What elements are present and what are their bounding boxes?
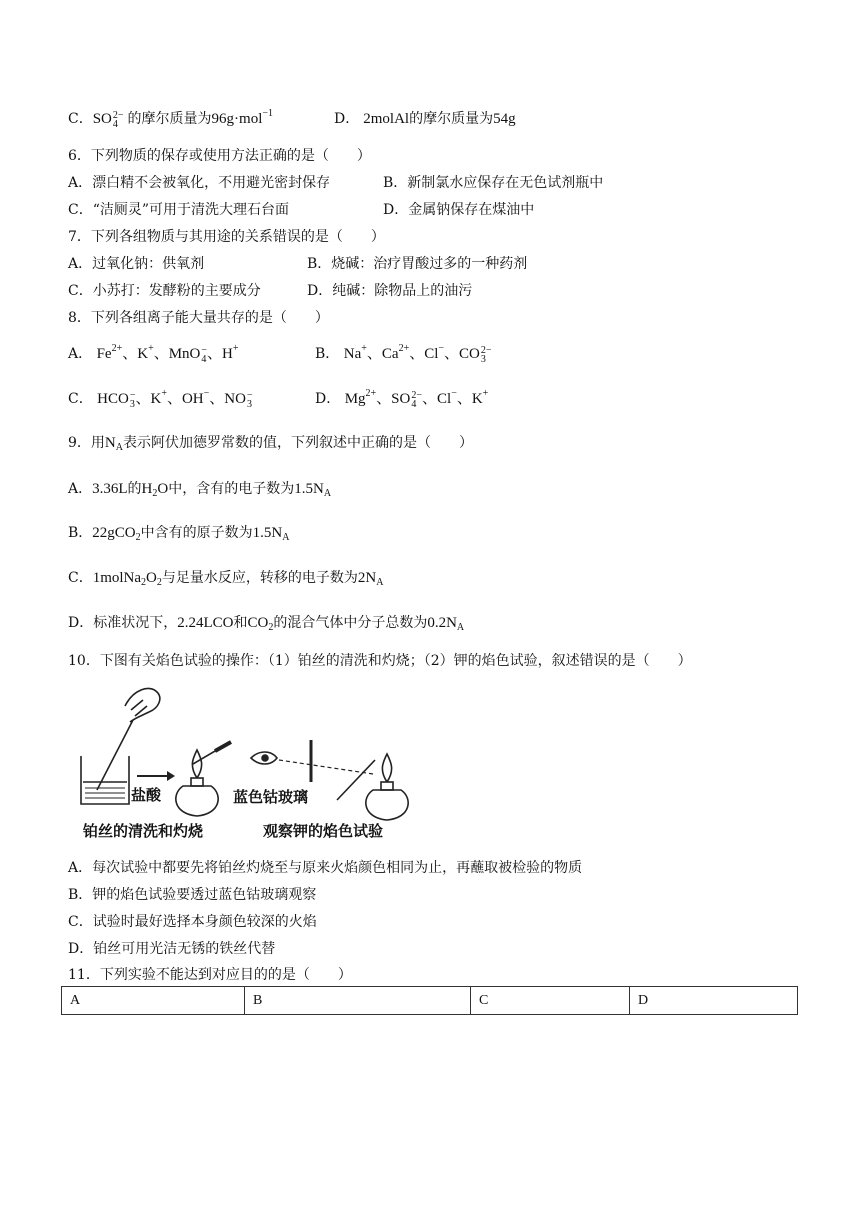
- option-prefix: C．: [68, 391, 93, 407]
- arrow-icon: [167, 771, 175, 781]
- count-value: $2N_A$: [357, 570, 384, 588]
- q7-option-a: A．过氧化钠：供氧剂: [68, 256, 205, 272]
- ion-list: $Fe^{2+}$、K+、MnO − 4 、H+: [96, 343, 239, 365]
- q8-option-c: [68, 387, 253, 409]
- q6-option-b: B．新制氯水应保存在无色试剂瓶中: [383, 175, 604, 191]
- label-hydrochloric-acid: 盐酸: [131, 786, 162, 804]
- alcohol-lamp-icon: [176, 786, 218, 816]
- ion-list: Na+、$Ca^{2+}$、Cl−、CO 2− 3: [343, 343, 492, 365]
- option-text: 的: [127, 481, 142, 497]
- q8-option-b: [315, 342, 492, 364]
- option-prefix: B．: [315, 346, 340, 362]
- q5-option-c: [68, 108, 273, 129]
- option-text: 中，含有的电子数为: [168, 481, 295, 497]
- option-prefix: D．: [315, 391, 341, 407]
- option-prefix: A．: [68, 346, 93, 362]
- q7-option-b: B．烧碱：治疗胃酸过多的一种药剂: [307, 256, 528, 272]
- avogadro-symbol: $N_A$: [104, 435, 123, 453]
- ion-list: $Mg^{2+}$、SO 2− 4 、Cl−、K+: [344, 388, 489, 410]
- alcohol-lamp-icon: [366, 790, 408, 820]
- molar-mass-value: 96g·mol$^{-1}$: [211, 108, 274, 127]
- option-text: 的摩尔质量为: [127, 111, 212, 127]
- option-text: 中含有的原子数为: [140, 525, 253, 541]
- q10-stem: 10．下图有关焰色试验的操作：（1）铂丝的清洗和灼烧；（2）钾的焰色试验，叙述错误的是（ ）: [68, 653, 692, 669]
- option-prefix: D．: [68, 615, 94, 631]
- q8-stem: 8．下列各组离子能大量共存的是（ ）: [68, 310, 329, 326]
- table-row: [62, 987, 798, 1015]
- option-prefix: A．: [68, 481, 93, 497]
- table-header-c: C: [471, 987, 630, 1015]
- stem-text: 表示阿伏加德罗常数的值，下列叙述中正确的是（ ）: [123, 435, 473, 451]
- volume-value: 3.36L: [92, 481, 128, 497]
- q7-option-c: C．小苏打：发酵粉的主要成分: [68, 283, 261, 299]
- q10-option-b: B．钾的焰色试验要透过蓝色钴玻璃观察: [68, 887, 317, 903]
- sight-line: [279, 760, 373, 774]
- q9-stem: [68, 432, 473, 453]
- q8-option-d: [315, 387, 488, 409]
- q9-option-a: [68, 478, 331, 499]
- beaker-icon: [81, 756, 129, 804]
- sulfate-ion: SO 2− 4: [92, 110, 124, 130]
- q10-option-d: D．铂丝可用光洁无锈的铁丝代替: [68, 941, 276, 957]
- mass-value: 54g: [493, 111, 516, 127]
- table-header-d: D: [630, 987, 798, 1015]
- count-value: $1.5N_A$: [252, 525, 290, 543]
- count-value: $1.5N_A$: [294, 481, 332, 499]
- option-text: 的混合气体中分子总数为: [273, 615, 428, 631]
- co2-formula: $CO_2$: [247, 615, 274, 633]
- ion-list: HCO − 3 、K+、OH−、NO − 3: [97, 388, 253, 410]
- option-prefix: D．: [334, 111, 360, 127]
- q5-option-d: [334, 108, 516, 128]
- hand-icon: [125, 688, 160, 722]
- volume-value: 2.24LCO: [177, 615, 234, 631]
- q11-options-table: [61, 986, 798, 1015]
- water-formula: $H_2O$: [141, 481, 169, 499]
- option-prefix: C．: [68, 570, 93, 586]
- label-cobalt-glass: 蓝色钴玻璃: [233, 788, 309, 806]
- table-header-a: A: [62, 987, 245, 1015]
- flame-icon: [382, 754, 391, 782]
- q7-option-d: D．纯碱：除物品上的油污: [307, 283, 473, 299]
- q7-stem: 7．下列各组物质与其用途的关系错误的是（ ）: [68, 229, 385, 245]
- option-prefix: C．: [68, 111, 93, 127]
- amount-value: 2molAl: [363, 111, 410, 127]
- q6-option-c: C．“洁厕灵”可用于清洗大理石台面: [68, 202, 290, 218]
- table-header-b: B: [245, 987, 471, 1015]
- q6-option-a: A．漂白精不会被氧化，不用避光密封保存: [68, 175, 331, 191]
- q11-stem: 11．下列实验不能达到对应目的的是（ ）: [68, 967, 352, 983]
- q6-option-d: D．金属钠保存在煤油中: [383, 202, 535, 218]
- stem-text: 9．用: [68, 435, 105, 451]
- count-value: $0.2N_A$: [427, 615, 465, 633]
- option-text: 标准状况下，: [93, 615, 178, 631]
- q9-option-c: [68, 567, 383, 588]
- na2o2-amount: $1molNa_2O_2$: [92, 570, 162, 588]
- option-prefix: B．: [68, 525, 93, 541]
- q10-option-a: A．每次试验中都要先将铂丝灼烧至与原来火焰颜色相同为止，再蘸取被检验的物质: [68, 860, 583, 876]
- q9-option-b: [68, 522, 289, 543]
- q9-option-d: [68, 612, 464, 633]
- flame-test-figure: [75, 678, 415, 846]
- caption-observation: 观察钾的焰色试验: [263, 822, 384, 840]
- option-text: 和: [233, 615, 248, 631]
- q6-stem: 6．下列物质的保存或使用方法正确的是（ ）: [68, 148, 371, 164]
- platinum-wire: [97, 720, 133, 790]
- option-text: 的摩尔质量为: [409, 111, 494, 127]
- q10-option-c: C．试验时最好选择本身颜色较深的火焰: [68, 914, 317, 930]
- q8-option-a: [68, 342, 239, 364]
- co2-mass: 22gCO$_2$: [92, 525, 141, 543]
- caption-cleaning: 铂丝的清洗和灼烧: [83, 822, 204, 840]
- option-text: 与足量水反应，转移的电子数为: [161, 570, 358, 586]
